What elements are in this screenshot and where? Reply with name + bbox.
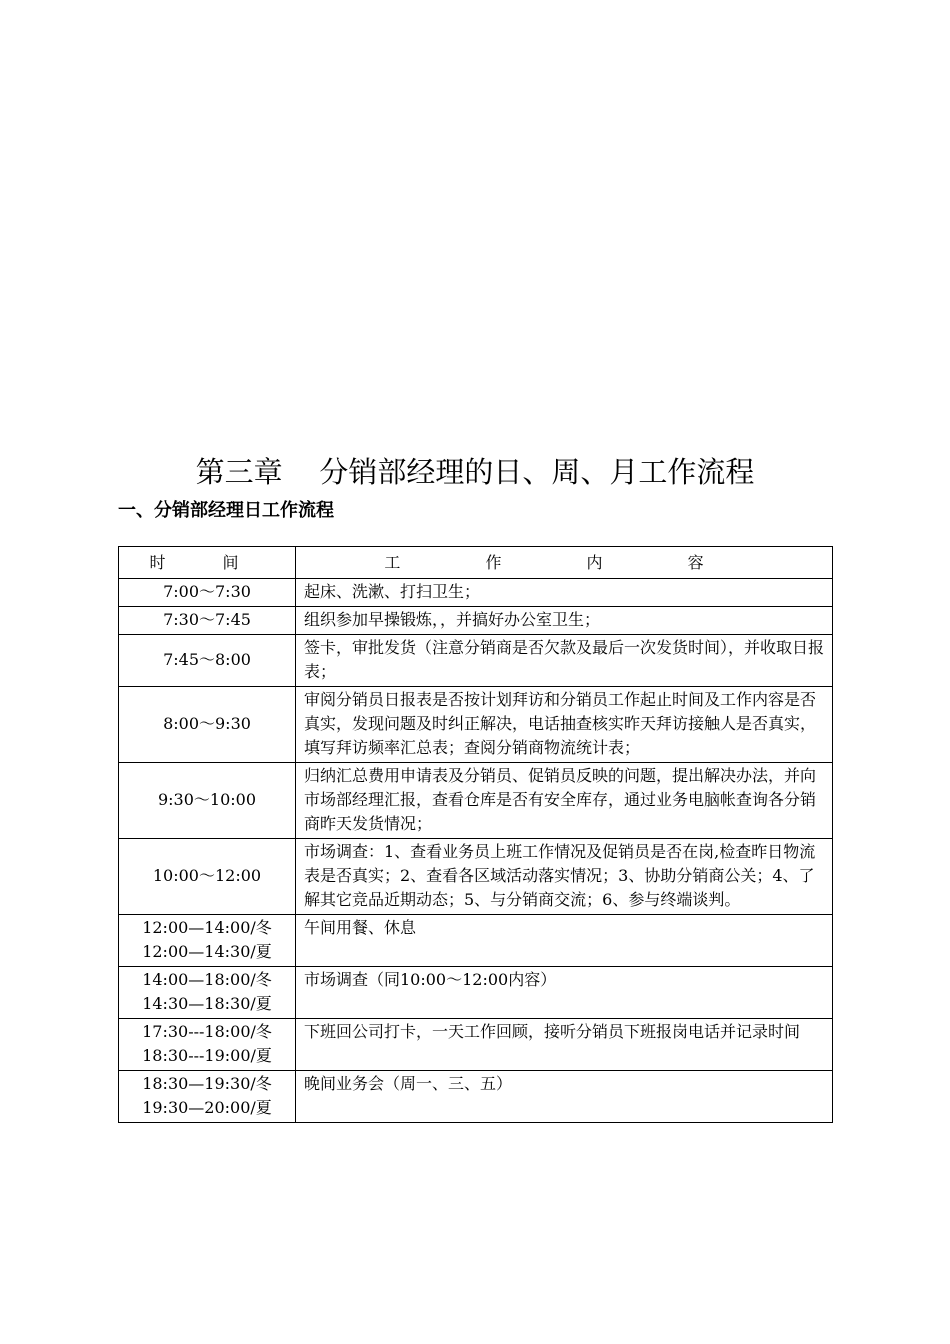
row-content: 归纳汇总费用申请表及分销员、促销员反映的问题，提出解决办法，并向市场部经理汇报，查看仓库是否有安全库存，通过业务电脑帐查询各分销商昨天发货情况； bbox=[296, 763, 833, 839]
table-row bbox=[119, 915, 833, 967]
section-heading: 一、分销部经理日工作流程 bbox=[118, 500, 334, 521]
row-content: 晚间业务会（周一、三、五） bbox=[296, 1071, 833, 1123]
table-row bbox=[119, 635, 833, 687]
table-row bbox=[119, 763, 833, 839]
row-time: 14:00—18:00/冬 14:30—18:30/夏 bbox=[119, 967, 296, 1019]
row-time: 7:00～7:30 bbox=[119, 579, 296, 607]
row-content: 市场调查：1、查看业务员上班工作情况及促销员是否在岗,检查昨日物流表是否真实；2、查看各区域活动落实情况；3、协助分销商公关；4、了解其它竞品近期动态；5、与分销商交流；6、参与终端谈判。 bbox=[296, 839, 833, 915]
row-content: 审阅分销员日报表是否按计划拜访和分销员工作起止时间及工作内容是否真实，发现问题及时纠正解决，电话抽查核实昨天拜访接触人是否真实，填写拜访频率汇总表；查阅分销商物流统计表； bbox=[296, 687, 833, 763]
table-row bbox=[119, 607, 833, 635]
table-row bbox=[119, 967, 833, 1019]
row-time: 10:00～12:00 bbox=[119, 839, 296, 915]
table-row bbox=[119, 579, 833, 607]
header-content: 工 作 内 容 bbox=[296, 547, 833, 579]
table-header-row bbox=[119, 547, 833, 579]
row-content: 签卡，审批发货（注意分销商是否欠款及最后一次发货时间），并收取日报表； bbox=[296, 635, 833, 687]
table-row bbox=[119, 839, 833, 915]
row-content: 午间用餐、休息 bbox=[296, 915, 833, 967]
row-content: 市场调查（同10:00～12:00内容） bbox=[296, 967, 833, 1019]
daily-schedule-table bbox=[118, 546, 833, 1123]
table-row bbox=[119, 687, 833, 763]
row-content: 下班回公司打卡，一天工作回顾，接听分销员下班报岗电话并记录时间 bbox=[296, 1019, 833, 1071]
table-row bbox=[119, 1019, 833, 1071]
row-time: 7:45～8:00 bbox=[119, 635, 296, 687]
row-content: 组织参加早操锻炼，，并搞好办公室卫生； bbox=[296, 607, 833, 635]
row-time: 8:00～9:30 bbox=[119, 687, 296, 763]
row-time: 7:30～7:45 bbox=[119, 607, 296, 635]
row-time: 12:00—14:00/冬 12:00—14:30/夏 bbox=[119, 915, 296, 967]
header-time: 时 间 bbox=[119, 547, 296, 579]
row-time: 18:30—19:30/冬 19:30—20:00/夏 bbox=[119, 1071, 296, 1123]
row-time: 17:30---18:00/冬 18:30---19:00/夏 bbox=[119, 1019, 296, 1071]
row-content: 起床、洗漱、打扫卫生； bbox=[296, 579, 833, 607]
chapter-title: 第三章 分销部经理的日、周、月工作流程 bbox=[195, 455, 755, 489]
table-row bbox=[119, 1071, 833, 1123]
row-time: 9:30～10:00 bbox=[119, 763, 296, 839]
